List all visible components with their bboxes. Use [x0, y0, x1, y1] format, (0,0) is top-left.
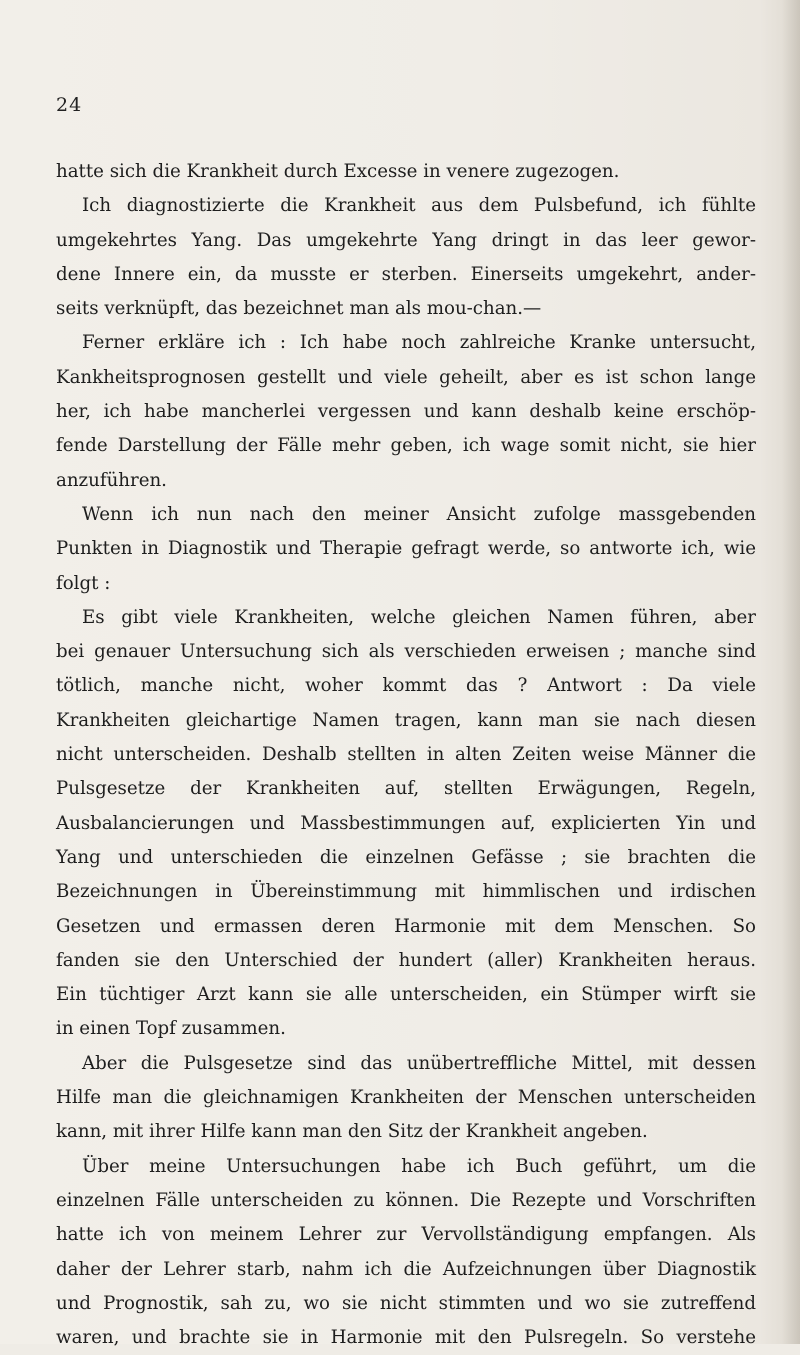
- text-line: Ich diagnostizierte die Krankheit aus dem Pulsbefund, ich fühlte: [82, 195, 756, 217]
- text-line: Ferner erkläre ich : Ich habe noch zahlreiche Kranke untersucht,: [82, 332, 756, 354]
- text-line: waren, und brachte sie in Harmonie mit den Pulsregeln. So verstehe: [56, 1327, 756, 1349]
- text-line: Kankheitsprognosen gestellt und viele geheilt, aber es ist schon lange: [56, 366, 756, 388]
- page-number: 24: [56, 94, 83, 116]
- text-line: hatte sich die Krankheit durch Excesse in venere zugezogen.: [56, 161, 620, 182]
- body-text: [56, 155, 756, 1355]
- text-line: Gesetzen und ermassen deren Harmonie mit dem Menschen. So: [56, 915, 756, 937]
- text-line: Es gibt viele Krankheiten, welche gleichen Namen führen, aber: [82, 606, 756, 628]
- text-line: anzuführen.: [56, 469, 167, 491]
- text-line: Wenn ich nun nach den meiner Ansicht zufolge massgebenden: [82, 503, 756, 525]
- text-line: und Prognostik, sah zu, wo sie nicht stimmten und wo sie zutreffend: [56, 1292, 756, 1314]
- text-line: Ausbalancierungen und Massbestimmungen auf, explicierten Yin und: [56, 812, 756, 834]
- text-line: Über meine Untersuchungen habe ich Buch geführt, um die: [82, 1155, 756, 1177]
- text-line: folgt :: [56, 572, 111, 594]
- text-line: Hilfe man die gleichnamigen Krankheiten der Menschen unterscheiden: [56, 1087, 756, 1109]
- text-line: umgekehrtes Yang. Das umgekehrte Yang dringt in das leer gewor-: [56, 229, 756, 251]
- text-line: tötlich, manche nicht, woher kommt das ? Antwort : Da viele: [56, 675, 756, 697]
- text-line: seits verknüpft, das bezeichnet man als mou-chan.—: [56, 298, 542, 320]
- text-line: Ein tüchtiger Arzt kann sie alle unterscheiden, ein Stümper wirft sie: [56, 984, 756, 1006]
- text-line: her, ich habe mancherlei vergessen und kann deshalb keine erschöp-: [56, 401, 756, 423]
- page-edge-shadow: [782, 0, 800, 1344]
- text-line: nicht unterscheiden. Deshalb stellten in alten Zeiten weise Männer die: [56, 744, 756, 766]
- text-line: in einen Topf zusammen.: [56, 1018, 286, 1040]
- text-line: Punkten in Diagnostik und Therapie gefragt werde, so antworte ich, wie: [56, 538, 756, 560]
- text-line: hatte ich von meinem Lehrer zur Vervollständigung empfangen. Als: [56, 1224, 756, 1246]
- text-line: Aber die Pulsgesetze sind das unübertreffliche Mittel, mit dessen: [82, 1052, 756, 1074]
- text-line: daher der Lehrer starb, nahm ich die Aufzeichnungen über Diagnostik: [56, 1258, 756, 1280]
- text-line: fanden sie den Unterschied der hundert (aller) Krankheiten heraus.: [56, 949, 756, 971]
- text-line: Pulsgesetze der Krankheiten auf, stellten Erwägungen, Regeln,: [56, 778, 756, 800]
- text-line: einzelnen Fälle unterscheiden zu können. Die Rezepte und Vorschriften: [56, 1189, 756, 1211]
- text-line: Krankheiten gleichartige Namen tragen, kann man sie nach diesen: [56, 709, 756, 731]
- text-line: Bezeichnungen in Übereinstimmung mit himmlischen und irdischen: [56, 881, 756, 903]
- text-line: bei genauer Untersuchung sich als verschieden erweisen ; manche sind: [56, 641, 756, 663]
- text-line: Yang und unterschieden die einzelnen Gefässe ; sie brachten die: [56, 846, 756, 868]
- text-line: kann, mit ihrer Hilfe kann man den Sitz der Krankheit angeben.: [56, 1121, 648, 1143]
- text-line: dene Innere ein, da musste er sterben. Einerseits umgekehrt, ander-: [56, 263, 756, 285]
- text-line: fende Darstellung der Fälle mehr geben, ich wage somit nicht, sie hier: [56, 435, 756, 457]
